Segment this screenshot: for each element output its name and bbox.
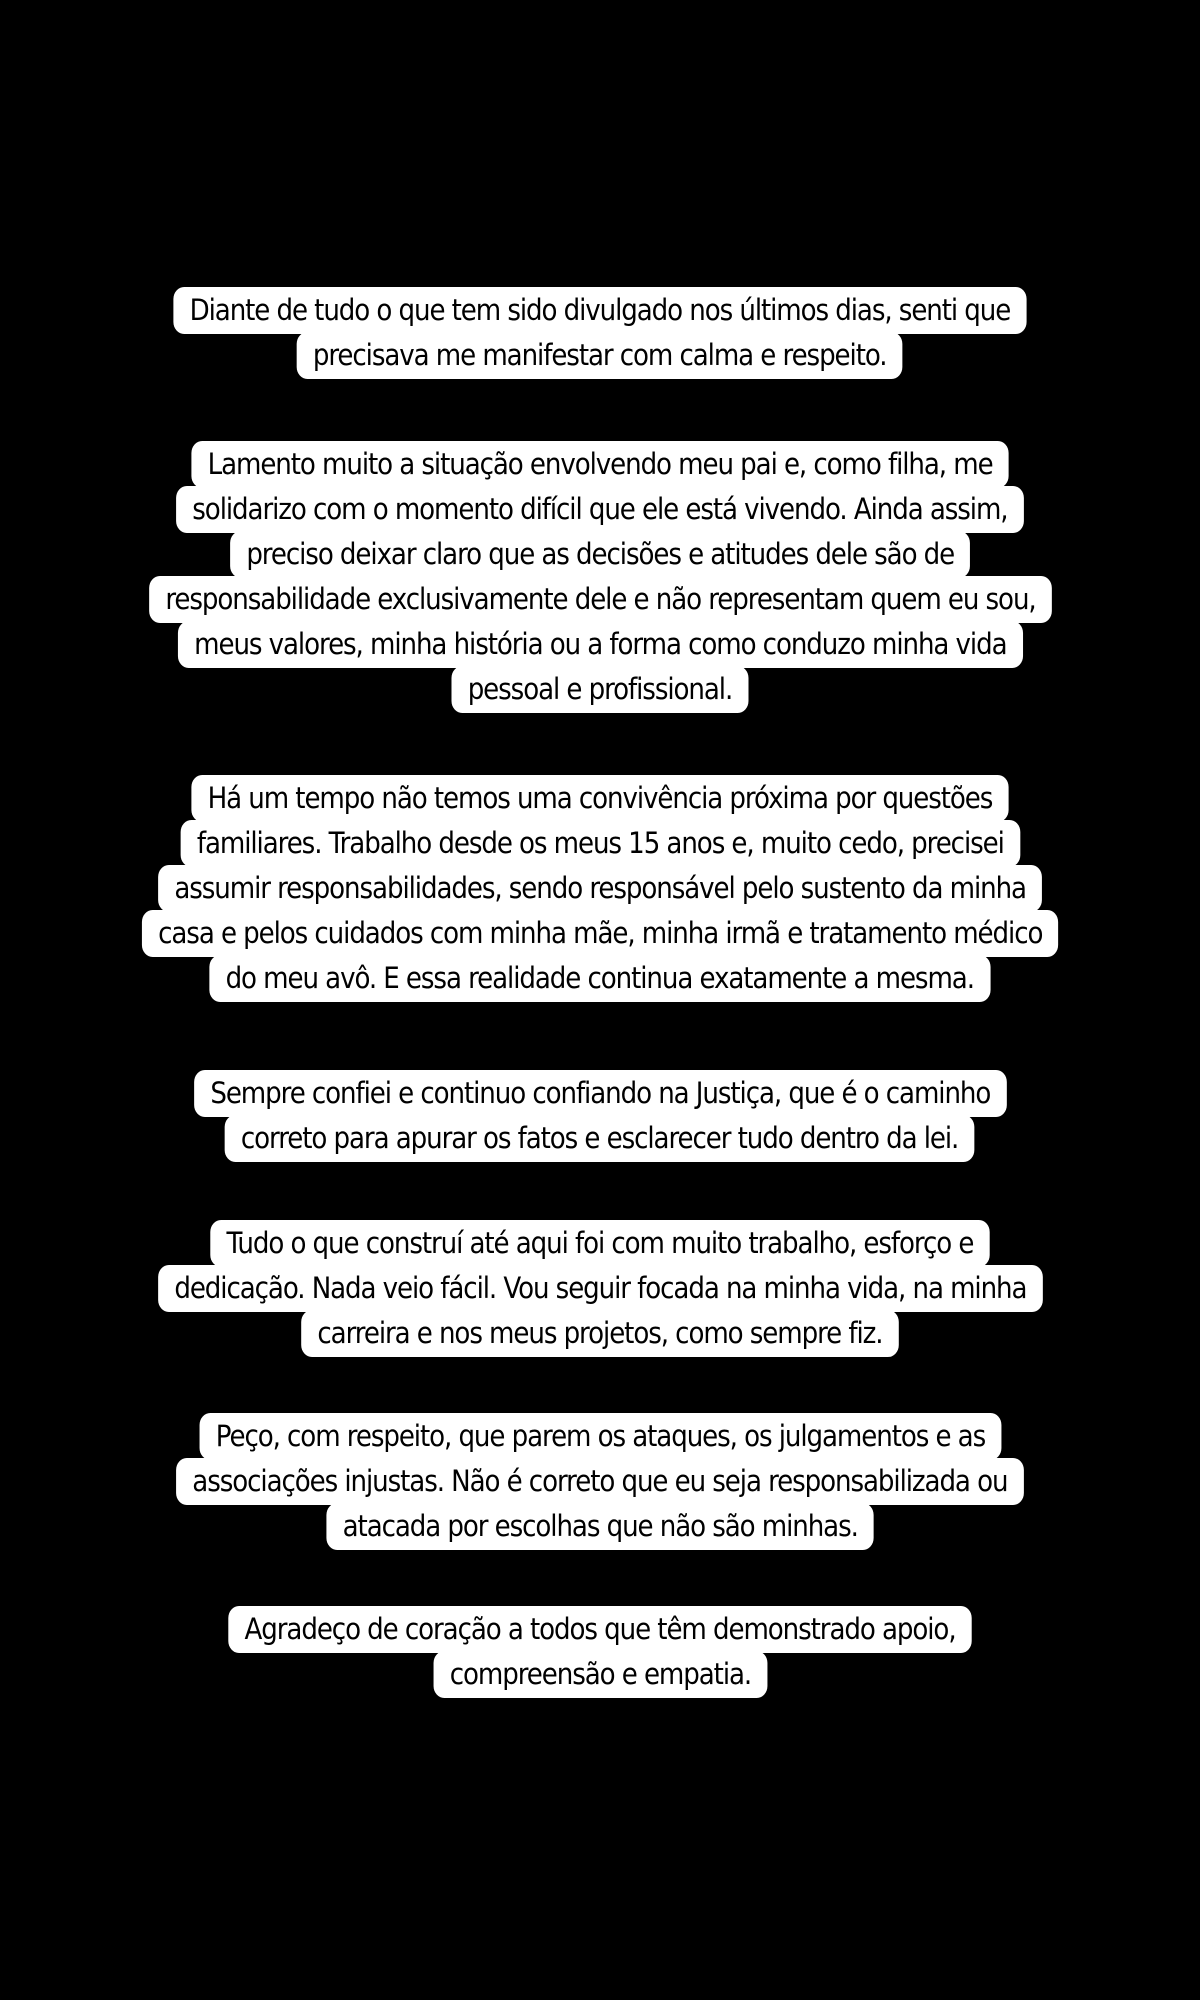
text-line: Peço, com respeito, que parem os ataques, os julgamentos e as: [199, 1413, 1001, 1460]
paragraph-5: [0, 1220, 1200, 1357]
paragraph-6: [0, 1413, 1200, 1550]
paragraph-7: [0, 1606, 1200, 1698]
text-line: preciso deixar claro que as decisões e atitudes dele são de: [230, 531, 970, 578]
text-line: carreira e nos meus projetos, como sempre fiz.: [301, 1310, 899, 1357]
text-line: solidarizo com o momento difícil que ele está vivendo. Ainda assim,: [176, 486, 1024, 533]
paragraph-3: [0, 775, 1200, 1002]
paragraph-2: [0, 441, 1200, 713]
text-line: pessoal e profissional.: [452, 666, 749, 713]
text-line: casa e pelos cuidados com minha mãe, minha irmã e tratamento médico: [142, 910, 1059, 957]
paragraph-1: [0, 287, 1200, 379]
paragraph-4: [0, 1070, 1200, 1162]
text-line: assumir responsabilidades, sendo responsável pelo sustento da minha: [158, 865, 1042, 912]
text-line: Lamento muito a situação envolvendo meu pai e, como filha, me: [191, 441, 1008, 488]
text-line: Diante de tudo o que tem sido divulgado nos últimos dias, senti que: [173, 287, 1026, 334]
text-line: correto para apurar os fatos e esclarecer tudo dentro da lei.: [225, 1115, 975, 1162]
text-line: compreensão e empatia.: [433, 1651, 767, 1698]
text-line: Tudo o que construí até aqui foi com muito trabalho, esforço e: [210, 1220, 989, 1267]
text-line: dedicação. Nada veio fácil. Vou seguir focada na minha vida, na minha: [158, 1265, 1043, 1312]
text-line: Agradeço de coração a todos que têm demonstrado apoio,: [228, 1606, 971, 1653]
text-line: Sempre confiei e continuo confiando na Justiça, que é o caminho: [194, 1070, 1006, 1117]
text-line: meus valores, minha história ou a forma como conduzo minha vida: [178, 621, 1023, 668]
text-line: precisava me manifestar com calma e respeito.: [297, 332, 903, 379]
text-line: associações injustas. Não é correto que eu seja responsabilizada ou: [176, 1458, 1024, 1505]
text-line: do meu avô. E essa realidade continua exatamente a mesma.: [210, 955, 991, 1002]
text-line: atacada por escolhas que não são minhas.: [326, 1503, 874, 1550]
text-line: familiares. Trabalho desde os meus 15 anos e, muito cedo, precisei: [180, 820, 1019, 867]
text-line: Há um tempo não temos uma convivência próxima por questões: [191, 775, 1008, 822]
text-line: responsabilidade exclusivamente dele e não representam quem eu sou,: [149, 576, 1052, 623]
